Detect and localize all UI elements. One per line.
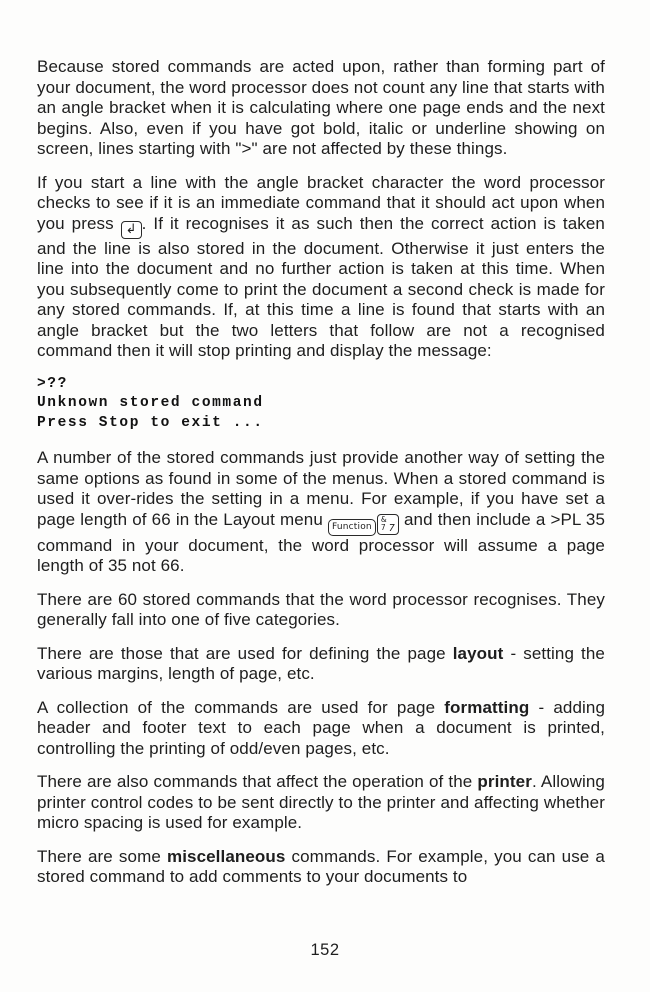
paragraph-miscellaneous-category — [37, 847, 605, 888]
code-line-command: >?? — [37, 375, 68, 392]
seven-key-top-char: & — [380, 515, 387, 524]
paragraph-text: - adding header and footer text to each page when a document is printed, controlling the printing of odd/even pages, etc. — [37, 697, 605, 758]
paragraph-sixty-commands: There are 60 stored commands that the word processor recognises. They generally fall into one of five categories. — [37, 589, 605, 629]
seven-key-side-char: 7 — [388, 522, 395, 534]
page-number: 152 — [310, 941, 340, 959]
paragraph-text: commands. For example, you can use a stored command to add comments to your documents to — [37, 846, 605, 886]
bold-word-formatting: formatting — [444, 697, 530, 717]
bold-word-miscellaneous: miscellaneous — [166, 846, 286, 866]
paragraph-text: and then include a >PL 35 command in your document, the word processor will assume a page length of 35 not 66. — [37, 509, 605, 575]
paragraph-text: If you start a line with the angle bracket character the word processor checks to see if it is an immediate command that it should act upon when you press — [37, 172, 605, 233]
paragraph-text: . If it recognises it as such then the correct action is taken and the line is also stored in the document. Otherwise it just enters the line into the document and no further action is taken at this time. When you subsequently come to print the document a second check is made for any stored commands. If, at this time a line is found that starts with an angle bracket but the two letters that follow are not a recognised command then it will stop printing and display the message: — [37, 213, 605, 360]
seven-key-icon — [377, 514, 399, 535]
paragraph-layout-category — [37, 644, 605, 685]
code-line-unknown: Unknown stored command — [37, 395, 264, 411]
paragraph-text: A number of the stored commands just provide another way of setting the same options as found in some of the menus. When a stored command is used it over-rides the setting in a menu. For example, if you have set a page length of 66 in the Layout menu — [37, 448, 605, 529]
seven-key-bottom-char: 7 — [380, 522, 386, 532]
bold-word-layout: layout — [452, 643, 504, 663]
paragraph-menu-override — [37, 448, 605, 577]
code-line-press-stop: Press Stop to exit ... — [37, 414, 264, 431]
paragraph-angle-bracket-check — [37, 173, 605, 362]
error-message-block — [37, 375, 605, 434]
paragraph-text: There are some — [37, 846, 167, 866]
paragraph-printer-category — [37, 772, 605, 834]
seven-key-legend — [381, 516, 387, 531]
paragraph-text: A collection of the commands are used for page — [37, 697, 445, 717]
return-key-icon: ↲ — [121, 221, 142, 239]
function-key-icon: Function — [328, 519, 376, 536]
bold-word-printer: printer — [477, 772, 532, 791]
paragraph-text: - setting the various margins, length of page, etc. — [37, 643, 605, 683]
paragraph-text: There are also commands that affect the operation of the — [37, 772, 478, 791]
paragraph-page-counting: Because stored commands are acted upon, rather than forming part of your document, the word processor does not count any line that starts with an angle bracket when it is calculating where one page ends and the next begins. Also, even if you have got bold, italic or underline showing on screen, lines starting with ">" are not affected by these things. — [37, 57, 605, 158]
paragraph-formatting-category — [37, 698, 605, 760]
paragraph-text: . Allowing printer control codes to be sent directly to the printer and affecting whether micro spacing is used for example. — [37, 772, 605, 832]
paragraph-text: There are those that are used for defining the page — [37, 643, 453, 663]
